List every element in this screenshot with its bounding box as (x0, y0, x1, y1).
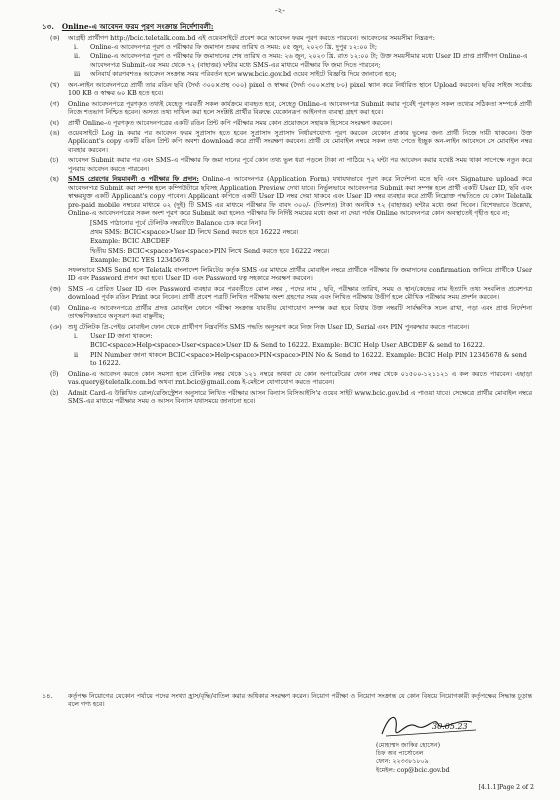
section-14-number: ১৪. (42, 692, 53, 700)
page-footer: [4.1.1]Page 2 of 2 (478, 784, 534, 791)
sms-format-line: প্রথম SMS: BCIC<space>User ID লিখে Send করতে হবে 16222 নম্বরে। (90, 228, 299, 237)
section-14-text: কর্তৃপক্ষ নিয়োগের যেকোন পর্যায়ে পদের সংখ্যা হ্রাস/বৃদ্ধি/বাতিল করার অধিকার সংরক্ষণ করেন। নিয়োগ পরীক্ষা ও নিয়োগ সংক্রান্ত যে কোন বিষয়ে নিয়োগকারী কর্তৃপক্ষের সিদ্ধান্ত চূড়ান্ত বলে গণ্য হবে। (68, 692, 532, 709)
sms-text: Online-এ আবেদনপত্র (Application Form) যথাযথভাবে পূরণ করে নির্দেশনা মতে ছবি এবং Signature upload করে আবেদনপত্র Submit করা সম্পন্ন হলে কম্পিউটারে ছবিসহ Application Preview দেখা যাবে। নির্ভুলভাবে আবেদনপত্র Submit করা সম্পন্ন হলে প্রার্থী একটি User ID, ছবি এবং স্বাক্ষরযুক্ত একটি Applicant's copy পাবেন। Applicant কপিতে একটি User ID নম্বর দেয়া থাকবে এবং User ID নম্বর ব্যবহার করে প্রার্থী নিম্নোক্ত পদ্ধতিতে যে কোন Teletalk pre-paid mobile নম্বরের মাধ্যমে ০২ (দুই) টি SMS এর মাধ্যমে পরীক্ষার ফি বাবদ ৩০০/- (তিনশত) টাকা অনধিক ৭২ (বাহাত্তর) ঘন্টার মধ্যে জমা দিবেন। বিশেষভাবে উল্লেখ্য, Online-এ আবেদনপত্রের সকল অংশ পূরণ করে Submit করা হলেও পরীক্ষার ফি নির্দিষ্ট সময়ের মধ্যে জমা না দেয়া পর্যন্ত Online আবেদনপত্র কোন অবস্থাতেই গৃহীত হবে না; (68, 175, 532, 218)
sub-item-text: User ID জানা থাকলে: (90, 332, 153, 340)
sub-item-text: BCIC<space>Help<space>User<space>User ID & Send to 16222. Example: BCIC Help User ABCDEF & send to 16222. (90, 341, 485, 350)
item-marker: (ঞ) (50, 322, 62, 331)
item-text: ওয়েবসাইটে Log in করার পর আবেদন ফরম সুপ্রাসাদ হতে হবেন সুপ্রাসাদ সুপ্রাসাদ নির্ধারণযোগ্য পূরণ করবেন যেকোন প্রকার ভুলের জন্য প্রার্থী নিজে দায়ী থাকবেন। উক্ত Applicant's copy একটি রঙিন প্রিন্ট কপি অবশ্য download করে প্রার্থী সংরক্ষণ করবেন। প্রার্থী যে মোবাইল নম্বরে সকল তথ্য পেতে ইচ্ছুক অন-লাইন আবেদনে সে মোবাইল নম্বর ব্যবহার করবেন। (68, 129, 532, 154)
timeline-item (74, 70, 532, 78)
section-14 (42, 690, 532, 709)
instruction-item (42, 100, 532, 117)
item-marker: (ঙ) (50, 129, 60, 138)
instruction-item (42, 323, 532, 331)
signatory-name: (মোহাম্মদ জাকির হোসেন) (376, 742, 441, 749)
recovery-item (74, 351, 532, 368)
item-text: Online আবেদনপত্রে পূরণকৃত তথ্যই যেহেতু পরবর্তী সকল কার্যক্রমে ব্যবহৃত হবে, সেহেতু Online-এ আবেদনপত্র Submit করার পূর্বেই পূরণকৃত সকল তথ্যের সঠিকতা সম্পর্কে প্রার্থী নিজে শতভাগ নিশ্চিত হবেন। অসত্য তথ্য দাখিল করা হলে সংশ্লিষ্ট প্রার্থীর বিরুদ্ধে যেকোনরূপ আইনগত ব্যবস্থা গ্রহণ করা হবে। (68, 99, 532, 117)
item-text: অন-লাইন আবেদনপত্রে প্রার্থী তার রঙিন ছবি (দৈর্ঘ্য ৩০০×প্রস্থ ৩০০) pixel ও স্বাক্ষর (দৈর্ঘ্য ৩০০×প্রস্থ ৮০) pixel স্ক্যান করে নির্ধারিত স্থানে Upload করবেন। ছবির সাইজ সর্বোচ্চ 100 KB ও স্বাক্ষর ৬০ KB হতে হবে। (68, 80, 532, 98)
sms-format-line: দ্বিতীয় SMS: BCIC<space>Yes<space>PIN লিখে Send করতে হবে 16222 নম্বরে। (90, 246, 330, 255)
instruction-item (42, 304, 532, 321)
sub-item-text: Online-এ আবেদনপত্র পূরণ ও পরীক্ষার ফি জমাদানের শেষ তারিখ ও সময়: ২৬ জুন, ২০২৩ খ্রি. রাত ১২:০০ টা; উক্ত সময়সীমার মধ্যে User ID প্রাপ্ত প্রার্থীগণ Online-এ আবেদনপত্র Submit-এর সময় থেকে ৭২ (বাহাত্তর) ঘন্টার মধ্যে SMS-এর মাধ্যমে পরীক্ষার ফি জমা দিতে পারবেন; (90, 52, 528, 69)
sms-lead: SMS প্রেরণের নিয়মাবলী ও পরীক্ষার ফি প্রদান: (68, 175, 199, 184)
item-text: Online-এ আবেদন করতে কোন সমস্যা হলে টেলিটক নম্বর থেকে ১২১ নম্বরে অথবা যে কোন অপারেটরের ফোন নম্বর থেকে ০১৫০০-১২১১২১ এ কল করতে পারবেন। এছাড়া vas.query@teletalk.com.bd অথবা rnt.bcic@gmail.com ই-মেইলে যোগাযোগ করতে পারবেন। (68, 369, 532, 387)
sub-item-text: অনিবার্য কারণবশতঃ আবেদন সংক্রান্ত সময় পরিবর্তন হলে www.bcic.gov.bd ওয়েব সাইটে বিজ্ঞপ্তি দিয়ে জানানো হবে; (90, 70, 397, 79)
sms-instructions (42, 175, 532, 282)
instruction-item (42, 285, 532, 302)
section-13-number: ১৩. (42, 22, 54, 31)
recovery-item (74, 341, 532, 349)
item-text: SMS -এ প্রেরিত User ID এবং Password ব্যবহার করে পরবর্তীতে রোল নম্বর , পদের নাম , ছবি, পরীক্ষার তারিখ, সময় ও স্থান/কেন্দ্রের নাম ইত্যাদি তথ্য সংবলিত প্রবেশপত্র download পূর্বক রঙিন Print করে নিবেন। প্রার্থী প্রবেশ পত্রটি লিখিত পরীক্ষায় অংশ গ্রহণের সময় এবং লিখিত পরীক্ষায় উত্তীর্ণ হলে মৌখিক পরীক্ষার সময় প্রদর্শন করবেন। (68, 284, 532, 302)
item-marker: (খ) (50, 80, 60, 89)
item-text: আগ্রহী প্রার্থীগণ http://bcic.teletalk.com.bd এই ওয়েবসাইটে প্রবেশ করে আবেদন ফরম পূরণ করতে পারবেন। আবেদনের সময়সীমা নিম্নরূপ: (68, 33, 435, 42)
item-text: শুধু টেলিটক প্রি-পেইড মোবাইল ফোন থেকে প্রার্থীগণ নিম্নবর্ণিত SMS পদ্ধতি অনুসরণ করে নিজ নিজ User ID, Serial এবং PIN পুনরুদ্ধার করতে পারবেন। (68, 322, 470, 331)
instruction-item (42, 34, 532, 42)
signature-block (376, 708, 526, 775)
item-text: প্রার্থী Online-এ পূরণকৃত আবেদনপত্রের একটি রঙিন প্রিন্ট কপি পরীক্ষার সময় কোন প্রয়োজনে সহায়ক হিসেবে সংরক্ষণ করবেন। (68, 118, 393, 127)
sms-format-line: Example: BCIC ABCDEF (90, 237, 170, 246)
instruction-item (42, 129, 532, 154)
sms-format-line: Example: BCIC YES 12345678 (90, 256, 190, 265)
recovery-item (74, 332, 532, 340)
handwritten-signature (376, 708, 526, 742)
instruction-item (42, 156, 532, 173)
roman-marker: i. (74, 332, 79, 340)
item-marker: (ঝ) (50, 303, 60, 312)
page-number: -২- (275, 6, 285, 15)
item-marker: (জ) (50, 284, 61, 293)
instruction-item (42, 81, 532, 98)
item-text: আবেদন Submit করার পর এবং SMS-এ পরীক্ষার ফি জমা দানের পূর্বে কোন তথ্য ভুল ধরা পড়লে টাকা না পাঠিয়ে ৭২ ঘন্টা পর আবেদন করার যথেষ্ট সময় থাকা সাপেক্ষে নতুন করে পুনরায় আবেদন করতে পারবেন। (68, 156, 532, 173)
roman-marker (74, 341, 90, 349)
section-13-title: Online-এ আবেদন ফরম পূরণ সংক্রান্ত নির্দেশাবলী: (61, 22, 214, 31)
item-marker: (ছ) (50, 175, 59, 184)
instruction-item (42, 119, 532, 127)
signatory-designation: চিফ অব পার্সোনেল (376, 750, 424, 758)
sub-item-text: Online-এ আবেদনপত্র পূরণ ও পরীক্ষার ফি জমাদান শুরুর তারিখ ও সময়: ০৫ জুন, ২০২৩ খ্রি. দুপুর ১২:০০ টা; (90, 42, 378, 51)
instruction-item (42, 370, 532, 387)
timeline-item (74, 52, 532, 69)
signatory-email: ইমেইল: cop@bcic.gov.bd (376, 766, 450, 774)
roman-marker: i. (74, 42, 79, 51)
item-marker: (চ) (50, 156, 59, 165)
item-marker: (ট) (50, 369, 59, 378)
item-text: Online-এ আবেদনপত্রে প্রার্থীর প্রদত্ত মোবাইল ফোনে পরীক্ষা সংক্রান্ত যাবতীয় যোগাযোগ সম্পন্ন করা হবে বিধায় উক্ত নম্বরটি সার্বক্ষণিক সচল রাখা, পড়া এবং প্রাপ্ত নির্দেশনা তাৎক্ষণিকভাবে অনুসরণ করা বাঞ্ছনীয়; (68, 303, 532, 321)
sms-after: সফলভাবে SMS Send হলে Teletalk বাংলাদেশ লিমিটেড কর্তৃক SMS এর মাধ্যমে প্রার্থীর মোবাইল নম্বরে প্রার্থীকে পরীক্ষার ফি জমাদানের confirmation জানিয়ে প্রার্থীকে User ID এবং Password প্রদান করা হবে। User ID এবং Password যত্ন সহকারে সংরক্ষণ করবেন। (68, 265, 532, 283)
signature-date: 30.05.23 (432, 722, 468, 731)
signatory-phone: ফোন: ২২৩৩৮১৮০৯ (376, 758, 429, 766)
instruction-item (42, 389, 532, 406)
item-marker: (ঘ) (50, 118, 59, 127)
roman-marker: ii. (74, 52, 81, 61)
roman-marker: iii (74, 70, 81, 79)
timeline-item (74, 43, 532, 51)
section-13 (42, 22, 532, 406)
roman-marker: ii (74, 350, 79, 359)
item-marker: (ঠ) (50, 388, 59, 397)
sms-format-line: [SMS পাঠানোর পূর্বে টেলিটক নম্বরটিতে Balance চেক করে নিন] (90, 218, 261, 227)
sub-item-text: PIN Number জানা থাকলে BCIC<space>Help<space>PIN<space>PIN No & Send to 16222. Example: BCIC Help PIN 12345678 & send to 16222. (90, 350, 527, 368)
item-marker: (গ) (50, 99, 60, 108)
item-text: Admit Card-এ উল্লিখিত রোল/রেজিস্ট্রেশন অনুসারে লিখিত পরীক্ষার আসন বিন্যাস বিসিআইসি'র ওয়েব সাইট www.bcic.gov.bd এ পাওয়া যাবে। সেক্ষেত্রে প্রার্থীর মোবাইল নম্বরে SMS-এর মাধ্যমে পরীক্ষার সময় ও আসন বিন্যাস যথাসময়ে জানানো হবে। (68, 388, 532, 406)
section-13-heading (42, 22, 532, 32)
item-marker: (ক) (50, 33, 60, 42)
